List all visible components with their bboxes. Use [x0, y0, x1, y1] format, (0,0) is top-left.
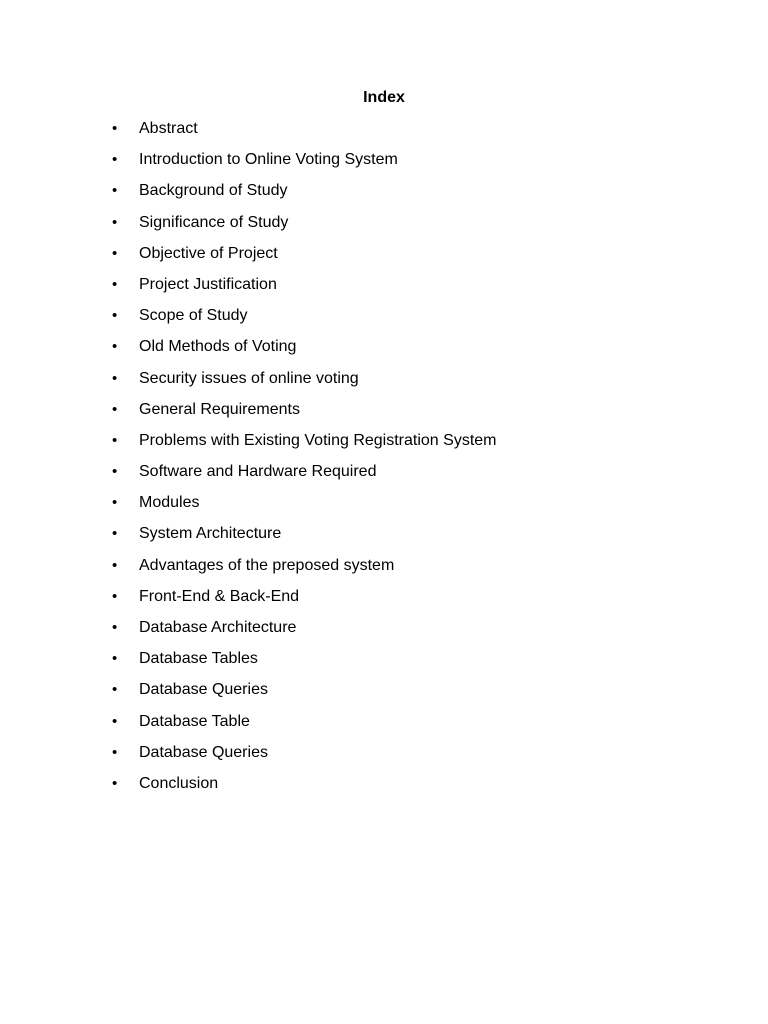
list-item: [112, 399, 496, 430]
bullet-icon: •: [112, 182, 118, 200]
bullet-icon: •: [112, 712, 118, 730]
list-item-text: Abstract: [139, 120, 198, 137]
list-item-text: Project Justification: [139, 275, 277, 293]
list-item-text: General Requirements: [139, 400, 300, 418]
bullet-icon: •: [112, 743, 118, 761]
list-item-text: Advantages of the preposed system: [139, 556, 395, 574]
bullet-icon: •: [112, 431, 118, 449]
list-item: [112, 305, 496, 336]
list-item-text: System Architecture: [139, 525, 282, 543]
bullet-icon: •: [112, 400, 118, 418]
list-item: [112, 461, 496, 492]
list-item-text: Front-End & Back-End: [139, 587, 300, 605]
index-list: [112, 118, 496, 804]
list-item: [112, 679, 496, 710]
list-item-text: Introduction to Online Voting System: [139, 151, 398, 169]
bullet-icon: •: [112, 556, 118, 574]
index-title: Index: [363, 89, 405, 106]
list-item: [112, 773, 496, 804]
list-item: [112, 243, 496, 274]
list-item-text: Problems with Existing Voting Registration System: [139, 431, 497, 449]
bullet-icon: •: [112, 587, 118, 605]
list-item-text: Database Queries: [139, 681, 268, 699]
list-item-text: Security issues of online voting: [139, 369, 359, 387]
list-item: [112, 180, 496, 211]
list-item: [112, 274, 496, 305]
list-item: [112, 617, 496, 648]
bullet-icon: •: [112, 494, 118, 512]
bullet-icon: •: [112, 275, 118, 293]
list-item-text: Conclusion: [139, 774, 219, 792]
list-item-text: Software and Hardware Required: [139, 463, 377, 481]
list-item-text: Database Tables: [139, 650, 258, 668]
list-item: [112, 149, 496, 180]
bullet-icon: •: [112, 338, 118, 356]
bullet-icon: •: [112, 244, 118, 262]
list-item: [112, 523, 496, 554]
bullet-icon: •: [112, 774, 118, 792]
list-item-text: Database Table: [139, 712, 250, 730]
bullet-icon: •: [112, 307, 118, 325]
list-item-text: Significance of Study: [139, 213, 289, 231]
list-item: [112, 118, 496, 149]
list-item: [112, 586, 496, 617]
bullet-icon: •: [112, 120, 118, 137]
list-item-text: Database Architecture: [139, 619, 297, 636]
list-item: [112, 368, 496, 399]
bullet-icon: •: [112, 463, 118, 481]
list-item: [112, 492, 496, 523]
list-item: [112, 336, 496, 367]
bullet-icon: •: [112, 369, 118, 387]
bullet-icon: •: [112, 213, 118, 231]
bullet-icon: •: [112, 619, 118, 636]
list-item-text: Objective of Project: [139, 244, 278, 262]
list-item-text: Scope of Study: [139, 307, 248, 325]
bullet-icon: •: [112, 681, 118, 699]
list-item-text: Database Queries: [139, 743, 268, 761]
list-item-text: Old Methods of Voting: [139, 338, 297, 356]
list-item-text: Modules: [139, 494, 200, 512]
bullet-icon: •: [112, 151, 118, 169]
bullet-icon: •: [112, 650, 118, 668]
list-item: [112, 648, 496, 679]
list-item: [112, 212, 496, 243]
list-item: [112, 742, 496, 773]
list-item: [112, 430, 496, 461]
bullet-icon: •: [112, 525, 118, 543]
list-item-text: Background of Study: [139, 182, 288, 200]
list-item: [112, 555, 496, 586]
list-item: [112, 711, 496, 742]
